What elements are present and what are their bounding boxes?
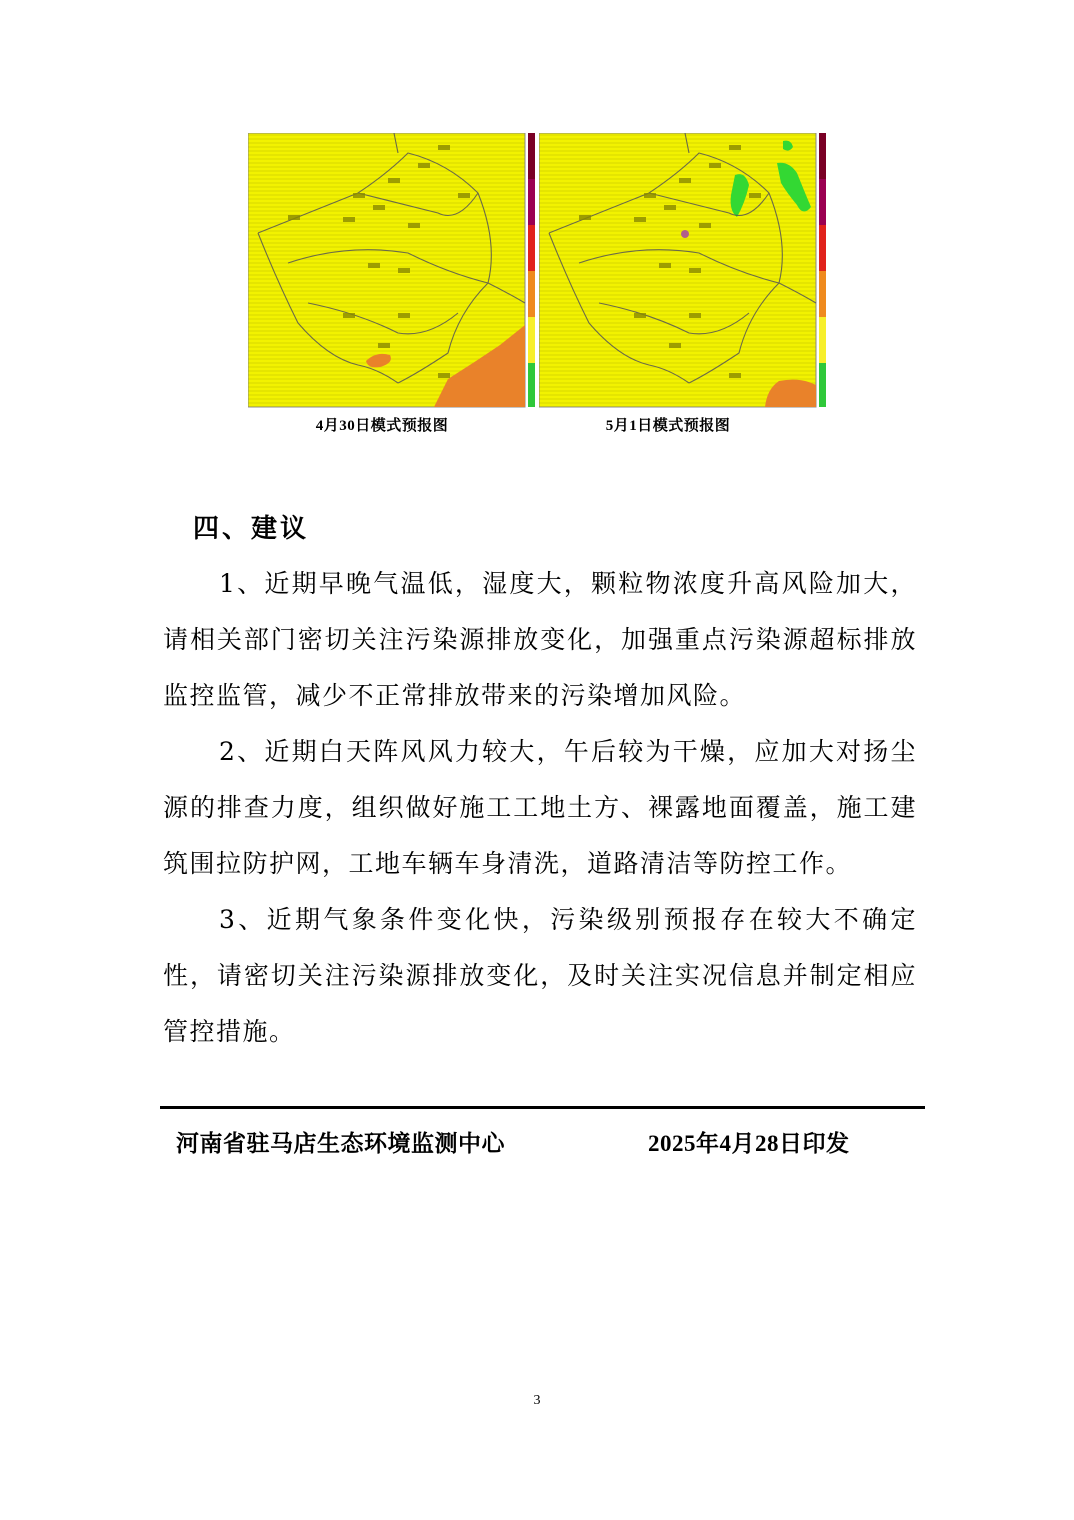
- page-number: 3: [533, 1393, 541, 1408]
- colour-legend: [528, 133, 535, 407]
- issuer-name: 河南省驻马店生态环境监测中心: [176, 1131, 505, 1156]
- figure-caption-may1: 5月1日模式预报图: [605, 418, 731, 434]
- issue-date: 2025年4月28日印发: [648, 1131, 850, 1156]
- colour-legend: [819, 133, 826, 407]
- forecast-map-may1-image: [539, 133, 829, 409]
- suggestion-paragraph-3: 3、近期气象条件变化快，污染级别预报存在较大不确定性，请密切关注污染源排放变化，及时关注实况信息并制定相应管控措施。: [163, 905, 917, 1046]
- section-heading: 四、建议: [193, 514, 310, 544]
- suggestion-paragraph-2: 2、近期白天阵风风力较大，午后较为干燥，应加大对扬尘源的排查力度，组织做好施工工地土方、裸露地面覆盖，施工建筑围拉防护网，工地车辆车身清洗，道路清洁等防控工作。: [163, 737, 917, 878]
- figure-caption-apr30: 4月30日模式预报图: [315, 418, 449, 434]
- forecast-map-apr30: [248, 133, 538, 409]
- forecast-map-apr30-image: [248, 133, 538, 409]
- forecast-map-may1: [539, 133, 829, 409]
- footer-divider: [160, 1106, 925, 1109]
- elevated-spot: [681, 230, 689, 238]
- suggestion-paragraph-1: 1、近期早晚气温低，湿度大，颗粒物浓度升高风险加大，请相关部门密切关注污染源排放变化，加强重点污染源超标排放监控监管，减少不正常排放带来的污染增加风险。: [163, 569, 917, 710]
